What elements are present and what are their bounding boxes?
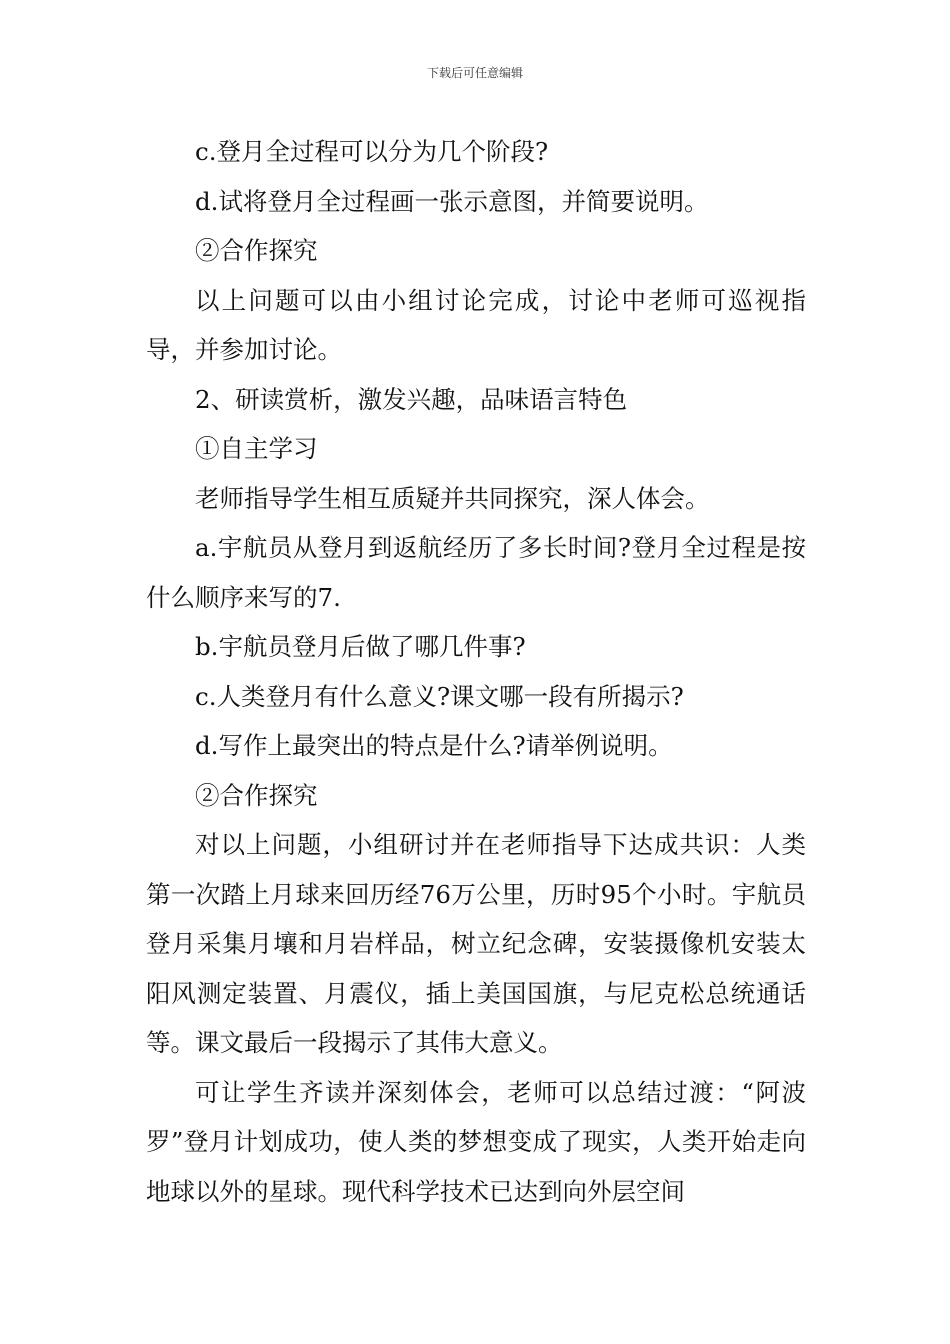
paragraph-consensus: 对以上问题，小组研讨并在老师指导下达成共识：人类第一次踏上月球来回历经76万公里，历时95个小时。宇航员登月采集月壤和月岩样品，树立纪念碑，安装摄像机安装太阳风测定装置、月震仪，插上美国国旗，与尼克松总统通话等。课文最后一段揭示了其伟大意义。 — [146, 830, 806, 1057]
section-heading-self-study: ①自主学习 — [195, 434, 318, 463]
paragraph-summary-transition: 可让学生齐读并深刻体会，老师可以总结过渡：“阿波罗”登月计划成功，使人类的梦想变成了现实，人类开始走向地球以外的星球。现代科学技术已达到向外层空间 — [146, 1077, 806, 1206]
section-heading-study-appreciation: 2、研读赏析，激发兴趣，品味语言特色 — [195, 384, 628, 414]
question-b-tasks: b.宇航员登月后做了哪几件事? — [195, 632, 526, 661]
question-c-stages: c.登月全过程可以分为几个阶段? — [195, 137, 549, 166]
question-d-writing-feature: d.写作上最突出的特点是什么?请举例说明。 — [195, 731, 673, 760]
page-header: 下载后可任意编辑 — [426, 66, 523, 80]
question-a-duration: a.宇航员从登月到返航经历了多长时间?登月全过程是按什么顺序来写的7. — [146, 533, 806, 612]
document-body — [146, 127, 806, 1216]
paragraph-group-discussion: 以上问题可以由小组讨论完成，讨论中老师可巡视指导，并参加讨论。 — [146, 285, 806, 364]
question-d-diagram: d.试将登月全过程画一张示意图，并简要说明。 — [195, 186, 709, 216]
question-c-significance: c.人类登月有什么意义?课文哪一段有所揭示? — [195, 681, 684, 711]
section-heading-cooperative-inquiry-2: ②合作探究 — [195, 780, 318, 810]
section-heading-cooperative-inquiry: ②合作探究 — [195, 236, 318, 265]
paragraph-teacher-guidance: 老师指导学生相互质疑并共同探究，深人体会。 — [195, 483, 710, 513]
